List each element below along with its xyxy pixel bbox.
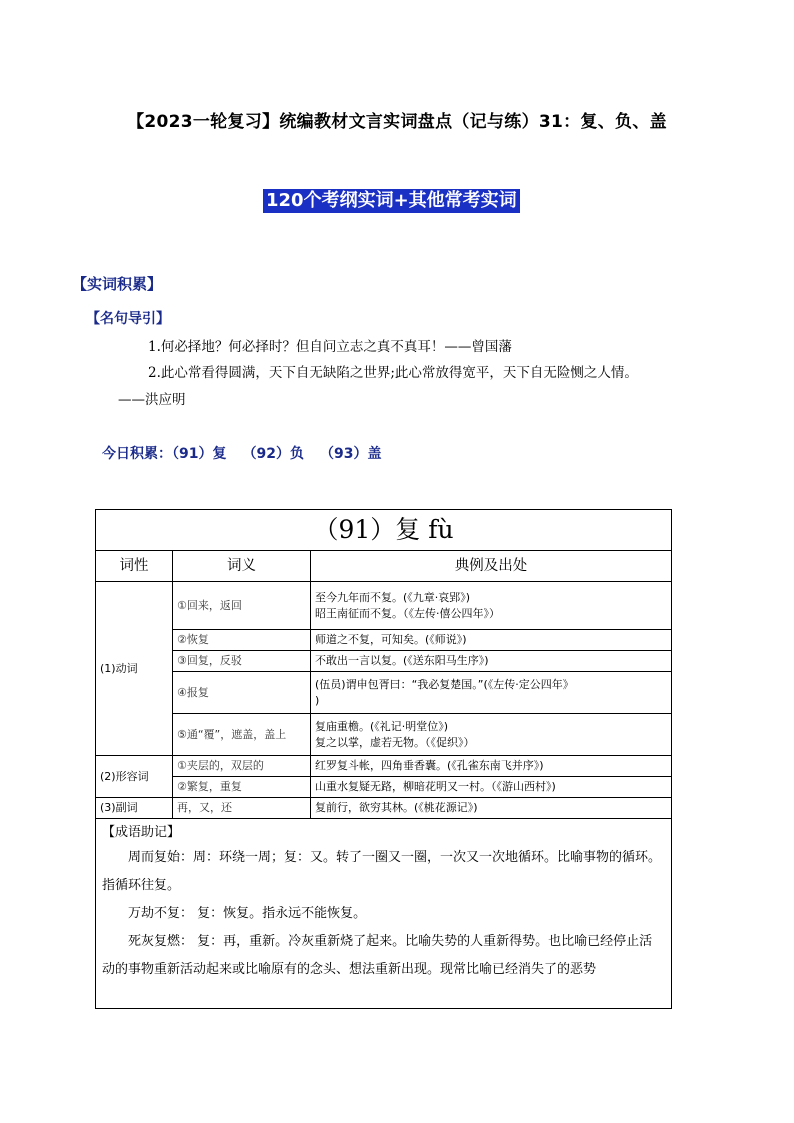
word-table: [95, 509, 672, 1009]
example-line: 山重水复疑无路，柳暗花明又一村。（《游山西村》): [315, 780, 556, 793]
example-cell: [311, 777, 672, 798]
table-row: [96, 582, 672, 630]
meaning-cell: ⑤通“覆”，遮盖，盖上: [173, 714, 311, 756]
table-row: [96, 798, 672, 819]
today-item: （93）盖: [319, 446, 382, 462]
meaning-cell: ②恢复: [173, 630, 311, 651]
meaning-cell: ③回复，反驳: [173, 651, 311, 672]
meaning-cell: 再，又，还: [173, 798, 311, 819]
table-row: [96, 777, 672, 798]
table-heading: （91）复 fù: [96, 510, 672, 551]
example-cell: [311, 630, 672, 651]
document-title: 【2023一轮复习】统编教材文言实词盘点（记与练）31：复、负、盖: [127, 112, 667, 132]
table-row: [96, 630, 672, 651]
column-header: 典例及出处: [311, 551, 672, 582]
table-row: [96, 672, 672, 714]
example-line: 至今九年而不复。(《九章·哀郢》): [315, 590, 471, 604]
example-cell: [311, 582, 672, 630]
meaning-cell: ④报复: [173, 672, 311, 714]
example-cell: [311, 672, 672, 714]
example-line: 复庙重檐。(《礼记·明堂位》): [315, 719, 449, 733]
example-cell: [311, 714, 672, 756]
example-cell: [311, 798, 672, 819]
part-of-speech: (1)动词: [96, 582, 173, 756]
example-line: 不敢出一言以复。(《送东阳马生序》): [315, 654, 489, 667]
example-line: 红罗复斗帐，四角垂香囊。(《孔雀东南飞并序》): [315, 759, 544, 772]
example-line: 昭王南征而不复。（《左传·僖公四年》）: [315, 606, 500, 620]
quote-1: 1.何必择地？何必择时？但自问立志之真不真耳！——曾国藩: [148, 339, 512, 355]
example-line: 师道之不复，可知矣。(《师说》): [315, 633, 467, 646]
today-accumulation: [102, 443, 381, 463]
today-item: （92）负: [242, 446, 304, 462]
section-banner: 120个考纲实词+其他常考实词: [263, 189, 520, 213]
table-row: [96, 651, 672, 672]
quote-2: 2.此心常看得圆满，天下自无缺陷之世界;此心常放得宽平，天下自无险恻之人情。: [148, 365, 638, 381]
example-line: 复之以掌，虚若无物。（《促织》）: [315, 735, 475, 749]
part-of-speech: (3)副词: [96, 798, 173, 819]
table-row: [96, 756, 672, 777]
section-heading-quotes: 【名句导引】: [86, 311, 170, 327]
meaning-cell: ①回来，返回: [173, 582, 311, 630]
part-of-speech: (2)形容词: [96, 756, 173, 798]
idiom-notes: [96, 819, 672, 1009]
example-line: ): [315, 693, 320, 707]
idiom-entry: 万劫不复： 复：恢复。指永远不能恢复。: [128, 906, 367, 921]
example-line: 复前行，欲穷其林。(《桃花源记》): [315, 801, 478, 814]
example-cell: [311, 651, 672, 672]
today-label: 今日积累：: [102, 446, 172, 462]
column-header: 词性: [96, 551, 173, 582]
example-cell: [311, 756, 672, 777]
section-heading-vocabulary: 【实词积累】: [72, 275, 163, 293]
quote-2-author: ——洪应明: [118, 392, 186, 408]
idioms-title: 【成语助记】: [102, 825, 181, 840]
idiom-entry: 周而复始：周：环绕一周；复：又。转了一圈又一圈，一次又一次地循环。比喻事物的循环。指循环往复。: [102, 850, 662, 893]
column-header: 词义: [173, 551, 311, 582]
idiom-entry: 死灰复燃： 复：再，重新。冷灰重新烧了起来。比喻失势的人重新得势。也比喻已经停止活动的事物重新活动起来或比喻原有的念头、想法重新出现。现常比喻已经消失了的恶势: [102, 934, 653, 977]
example-line: (伍员)谓申包胥曰：“我必复楚国。”(《左传·定公四年》: [315, 677, 574, 691]
meaning-cell: ①夹层的，双层的: [173, 756, 311, 777]
table-row: [96, 714, 672, 756]
meaning-cell: ②繁复，重复: [173, 777, 311, 798]
today-item: （91）复: [172, 446, 227, 462]
